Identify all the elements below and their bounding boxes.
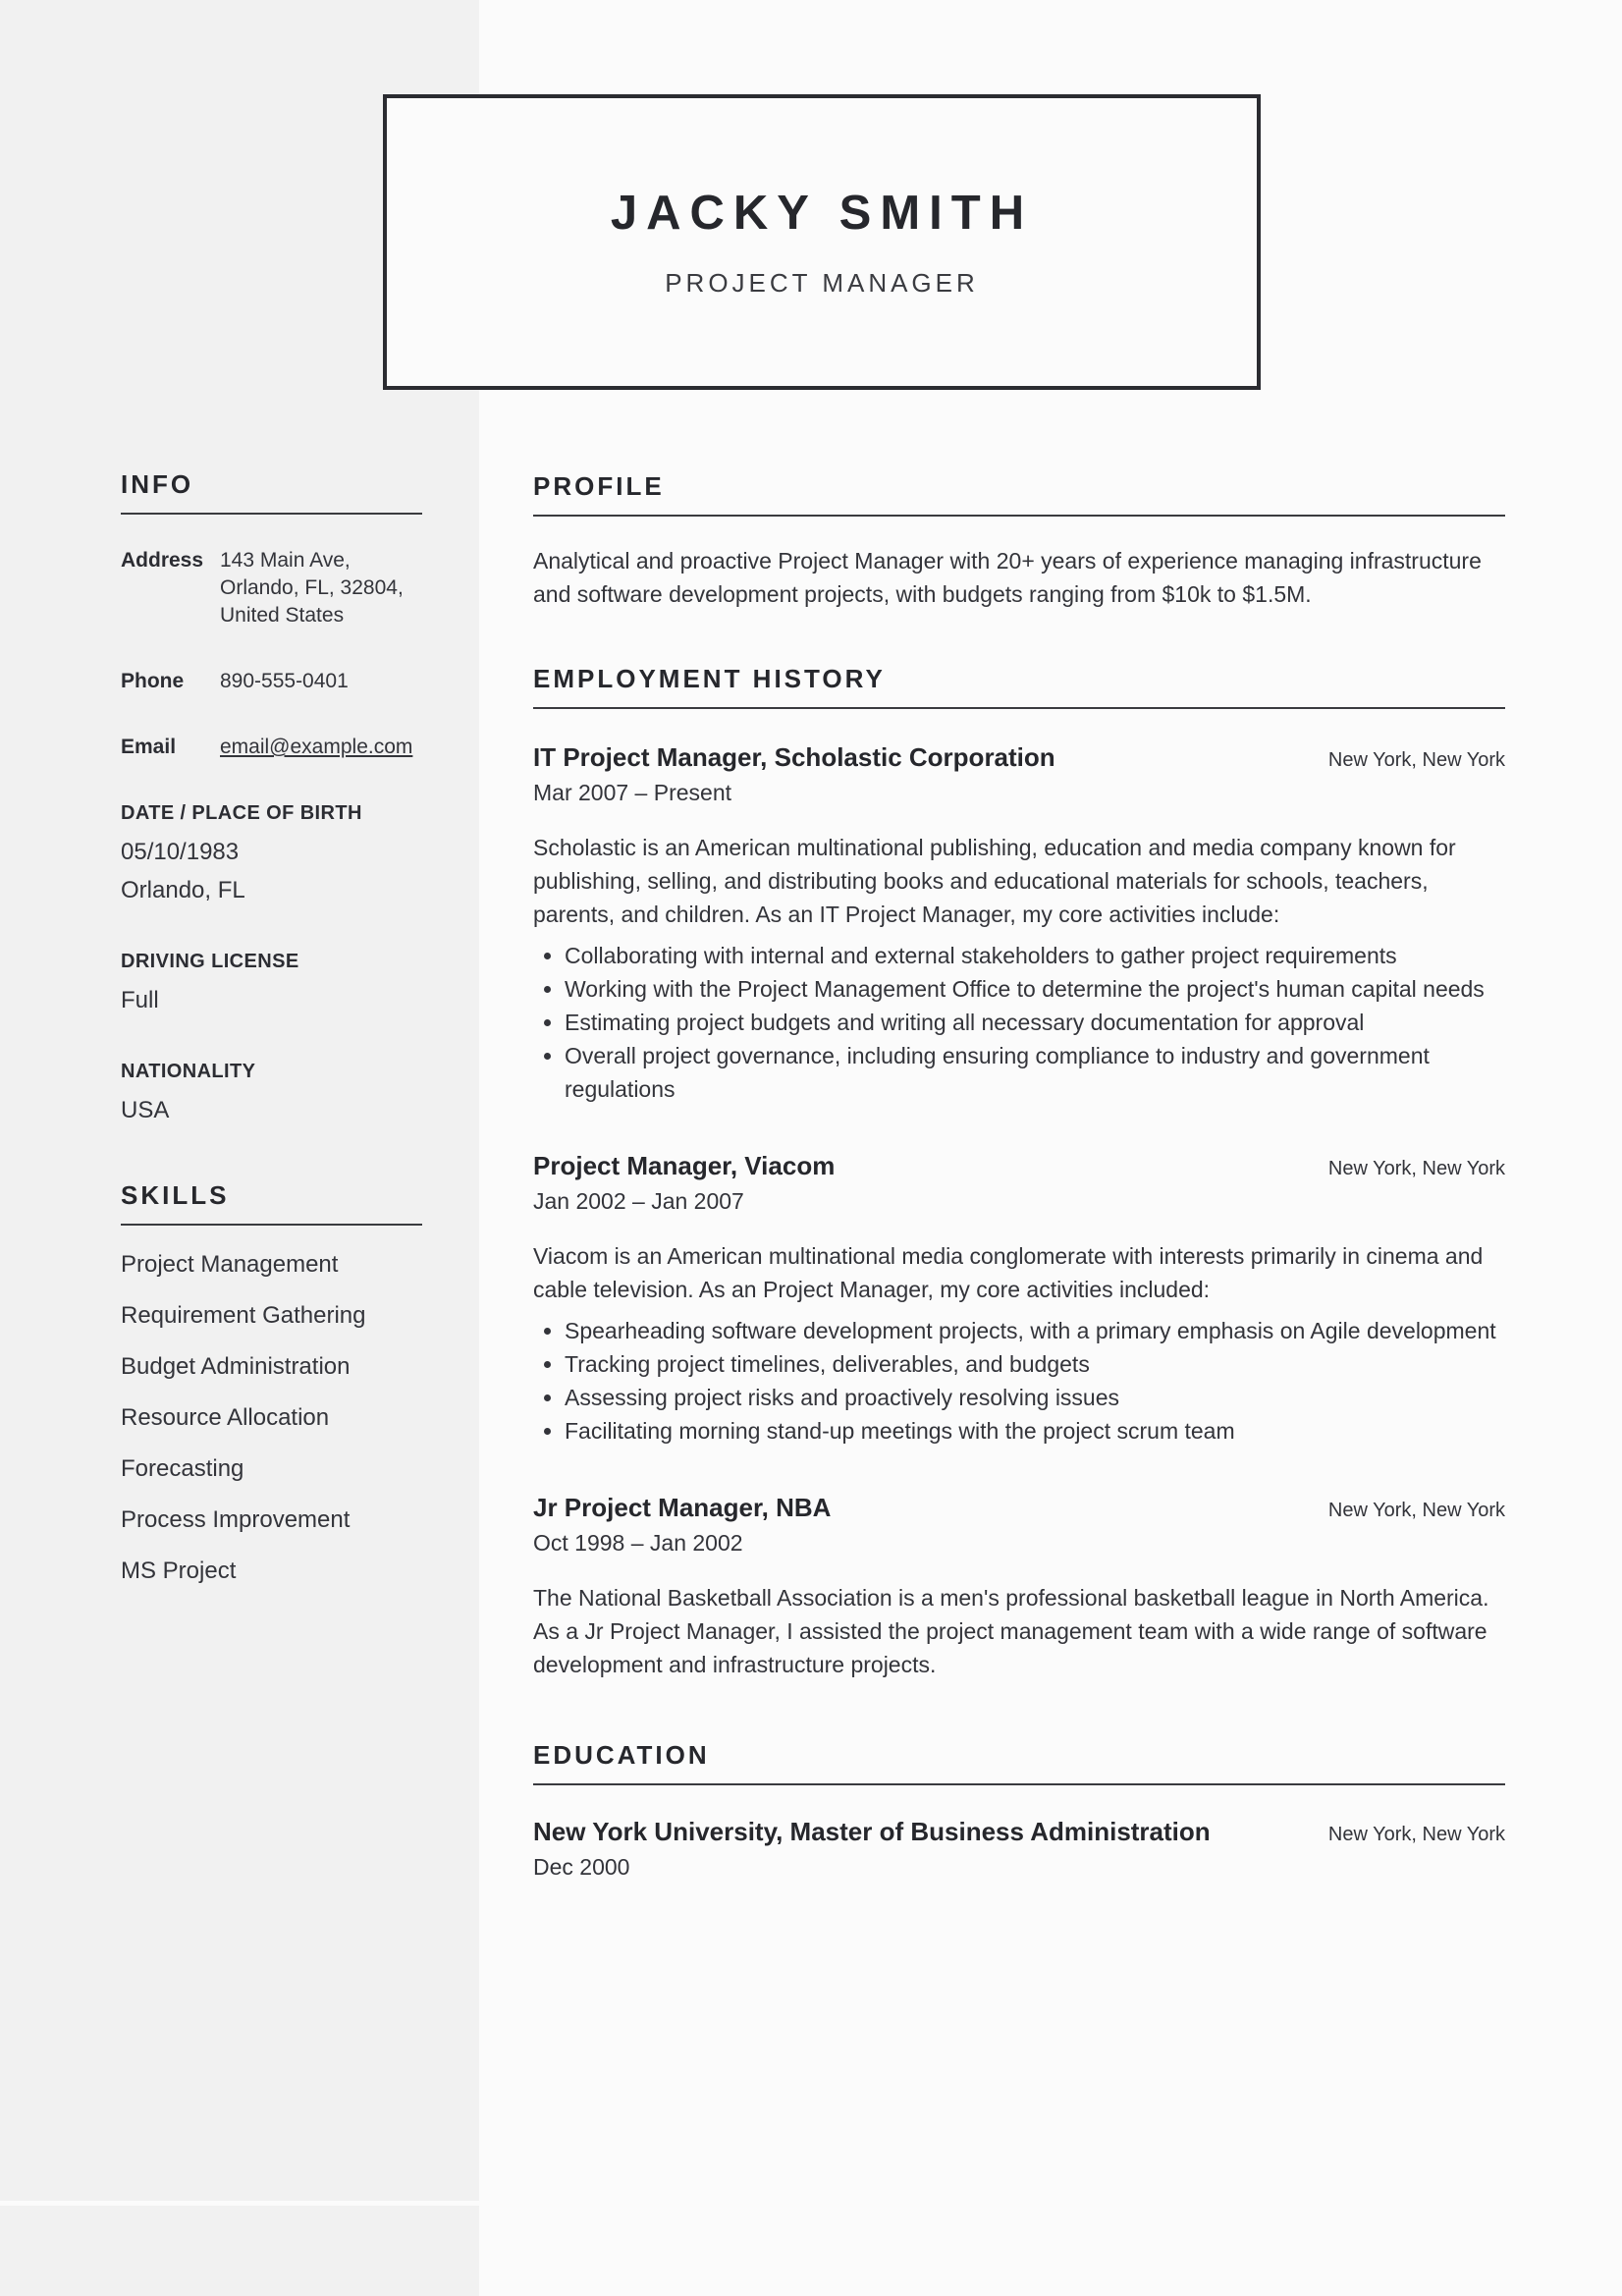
dob-label: DATE / PLACE OF BIRTH <box>121 802 362 824</box>
skill-item: MS Project <box>121 1558 237 1584</box>
main-content <box>533 471 1505 1881</box>
email-row <box>121 734 422 761</box>
employment-section <box>533 664 1505 1681</box>
nationality-label: NATIONALITY <box>121 1061 256 1082</box>
address-row <box>121 547 422 629</box>
profile-divider <box>533 515 1505 517</box>
education-heading: EDUCATION <box>533 1740 710 1770</box>
bullet-item: • Tracking project timelines, deliverables, and budgets <box>565 1347 1505 1381</box>
skill-item: Process Improvement <box>121 1506 351 1533</box>
page-break-line <box>0 2201 479 2206</box>
bullet-item: • Collaborating with internal and external stakeholders to gather project requirements <box>565 939 1505 972</box>
job-title: Jr Project Manager, NBA <box>533 1493 832 1522</box>
bullet-item: • Estimating project budgets and writing all necessary documentation for approval <box>565 1006 1505 1039</box>
email-link[interactable]: email@example.com <box>220 736 413 758</box>
skill-item: Project Management <box>121 1251 339 1278</box>
education-title: New York University, Master of Business Administration <box>533 1817 1211 1846</box>
job-description: Viacom is an American multinational media conglomerate with interests primarily in cinema and cable television. As an Project Manager, my core activities included: <box>533 1243 1484 1302</box>
dob-group <box>121 801 422 909</box>
person-job-title: PROJECT MANAGER <box>665 268 979 298</box>
profile-section <box>533 471 1505 611</box>
skill-item: Resource Allocation <box>121 1404 330 1431</box>
job-entry <box>533 1151 1505 1448</box>
job-description: Scholastic is an American multinational publishing, education and media company known for publishing, selling, and distributing books and educational materials for schools, teachers, parents, and children. As an IT Project Manager, my core activities include: <box>533 835 1456 927</box>
address-line: 143 Main Ave, <box>220 549 351 572</box>
education-location: New York, New York <box>1327 1824 1505 1845</box>
info-section-heading: INFO <box>121 469 194 499</box>
employment-heading: EMPLOYMENT HISTORY <box>533 664 886 693</box>
email-label: Email <box>121 736 177 758</box>
dob-place: Orlando, FL <box>121 877 245 903</box>
info-divider <box>121 513 422 515</box>
skills-section <box>121 1180 422 1583</box>
address-value <box>220 547 422 629</box>
education-section <box>533 1740 1505 1881</box>
bullet-item: • Overall project governance, including ensuring compliance to industry and government regulations <box>565 1039 1505 1106</box>
phone-label: Phone <box>121 670 185 692</box>
employment-divider <box>533 707 1505 709</box>
skill-item: Requirement Gathering <box>121 1302 366 1329</box>
driving-license-group <box>121 950 422 1019</box>
driving-license-value: Full <box>121 987 159 1013</box>
job-location: New York, New York <box>1327 1500 1505 1521</box>
job-title: IT Project Manager, Scholastic Corporation <box>533 742 1055 772</box>
job-bullet-list <box>533 939 1505 1106</box>
skills-divider <box>121 1224 422 1226</box>
education-divider <box>533 1783 1505 1785</box>
job-entry <box>533 742 1505 1106</box>
job-dates: Jan 2002 – Jan 2007 <box>533 1188 744 1214</box>
dob-date: 05/10/1983 <box>121 839 240 865</box>
profile-text: Analytical and proactive Project Manager with 20+ years of experience managing infrastructure and software development projects, with budgets ranging from $10k to $1.5M. <box>533 548 1482 607</box>
job-entry <box>533 1493 1505 1681</box>
job-dates: Oct 1998 – Jan 2002 <box>533 1530 743 1556</box>
job-location: New York, New York <box>1327 749 1505 771</box>
skills-section-heading: SKILLS <box>121 1180 230 1210</box>
nationality-group <box>121 1060 422 1129</box>
skill-item: Forecasting <box>121 1455 244 1482</box>
person-name: JACKY SMITH <box>610 187 1034 240</box>
education-entry <box>533 1817 1505 1881</box>
job-location: New York, New York <box>1327 1158 1505 1179</box>
dob-value <box>121 833 422 909</box>
bullet-item: • Facilitating morning stand-up meetings with the project scrum team <box>565 1414 1505 1448</box>
address-label: Address <box>121 549 204 572</box>
phone-row <box>121 668 422 695</box>
job-title: Project Manager, Viacom <box>533 1151 836 1180</box>
phone-value: 890-555-0401 <box>220 670 349 692</box>
skill-item: Budget Administration <box>121 1353 351 1380</box>
info-rows <box>121 547 422 761</box>
header-name-box <box>383 94 1261 390</box>
bullet-item: • Working with the Project Management Office to determine the project's human capital needs <box>565 972 1505 1006</box>
job-dates: Mar 2007 – Present <box>533 780 732 805</box>
job-description: The National Basketball Association is a men's professional basketball league in North America. As a Jr Project Manager, I assisted the project management team with a wide range of software development and infrastructure projects. <box>533 1585 1489 1677</box>
nationality-value: USA <box>121 1097 170 1123</box>
address-line: United States <box>220 604 345 627</box>
skill-list <box>121 1253 422 1583</box>
address-line: Orlando, FL, 32804, <box>220 576 404 599</box>
bullet-item: • Spearheading software development projects, with a primary emphasis on Agile development <box>565 1314 1505 1347</box>
job-bullet-list <box>533 1314 1505 1448</box>
driving-license-label: DRIVING LICENSE <box>121 951 299 972</box>
education-dates: Dec 2000 <box>533 1854 630 1880</box>
profile-heading: PROFILE <box>533 471 665 501</box>
bullet-item: • Assessing project risks and proactively resolving issues <box>565 1381 1505 1414</box>
